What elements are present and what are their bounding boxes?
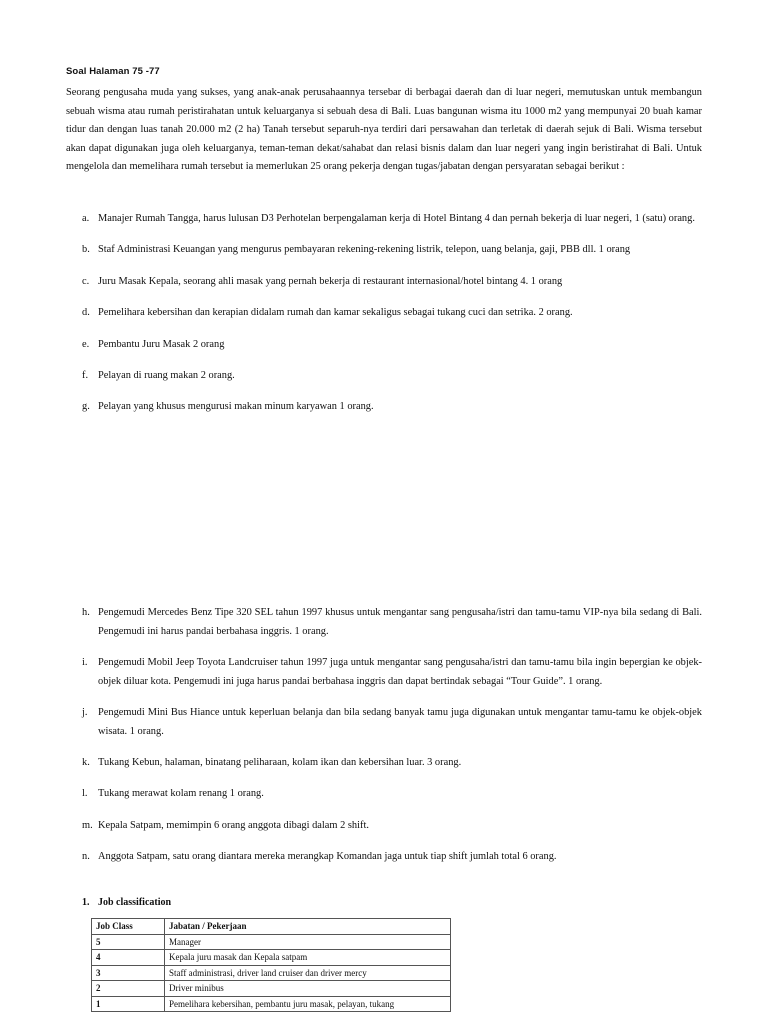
- list-item: [66, 604, 702, 641]
- list-item-marker: n.: [82, 851, 90, 863]
- list-item-marker: c.: [82, 275, 90, 287]
- list-item-text: Juru Masak Kepala, seorang ahli masak yang pernah bekerja di restaurant internasional/hotel bintang 4. 1 orang: [98, 275, 563, 287]
- jabatan-cell: Kepala juru masak dan Kepala satpam: [165, 950, 451, 966]
- list-item-marker: g.: [82, 401, 90, 413]
- list-item-marker: e.: [82, 338, 90, 350]
- list-item-marker: d.: [82, 307, 90, 319]
- list-item-text: Tukang merawat kolam renang 1 orang.: [98, 788, 264, 800]
- list-item: [66, 654, 702, 691]
- table-row: [92, 981, 451, 997]
- job-class-cell: 1: [92, 996, 165, 1012]
- section-title-text: Job classification: [98, 897, 172, 908]
- list-item-text: Pelayan di ruang makan 2 orang.: [98, 369, 235, 381]
- table-row: [92, 996, 451, 1012]
- header-job-class: Job Class: [92, 919, 165, 935]
- list-item-marker: k.: [82, 756, 90, 768]
- list-item-marker: f.: [82, 369, 89, 381]
- header-jabatan: Jabatan / Pekerjaan: [165, 919, 451, 935]
- list-item: [66, 704, 702, 741]
- job-class-cell: 4: [92, 950, 165, 966]
- list-item-text: Pengemudi Mini Bus Hiance untuk keperluan belanja dan bila sedang banyak tamu juga digunakan untuk mengantar tamu-tamu ke objek-objek wisata. 1 orang.: [98, 706, 702, 737]
- list-item: [66, 817, 702, 836]
- list-item: [66, 785, 702, 804]
- list-item-text: Pelayan yang khusus mengurusi makan minum karyawan 1 orang.: [98, 401, 374, 413]
- list-item: [66, 273, 702, 292]
- jabatan-cell: Pemelihara kebersihan, pembantu juru masak, pelayan, tukang: [165, 996, 451, 1012]
- list-item: [66, 367, 702, 386]
- job-class-table: [91, 918, 451, 1012]
- list-item-marker: b.: [82, 244, 90, 256]
- list-item: [66, 336, 702, 355]
- table-body: [92, 934, 451, 1012]
- list-item-text: Anggota Satpam, satu orang diantara mereka merangkap Komandan jaga untuk tiap shift jumlah total 6 orang.: [98, 851, 557, 863]
- job-class-cell: 5: [92, 934, 165, 950]
- jabatan-cell: Driver minibus: [165, 981, 451, 997]
- list-item-marker: h.: [82, 607, 90, 618]
- list-item-text: Tukang Kebun, halaman, binatang peliharaan, kolam ikan dan kebersihan luar. 3 orang.: [98, 756, 462, 768]
- list-item-marker: m.: [82, 819, 93, 831]
- list-item-marker: a.: [82, 213, 90, 224]
- requirements-list-first: [66, 210, 702, 430]
- list-item-marker: j.: [82, 706, 88, 718]
- requirements-list-second: [66, 604, 702, 880]
- list-item-text: Kepala Satpam, memimpin 6 orang anggota dibagi dalam 2 shift.: [98, 819, 369, 831]
- list-item: [66, 304, 702, 323]
- list-item: [66, 848, 702, 867]
- list-item-text: Pengemudi Mobil Jeep Toyota Landcruiser tahun 1997 juga untuk mengantar sang pengusaha/istri dan tamu-tamu bila ingin bepergian ke objek-objek diluar kota. Pengemudi ini juga harus pandai berbahasa inggris dan dapat bertindak sebagai “Tour Guide”. 1 orang.: [98, 656, 702, 687]
- list-item-marker: i.: [82, 656, 88, 668]
- job-class-cell: 2: [92, 981, 165, 997]
- section-title: [82, 897, 171, 908]
- list-item: [66, 754, 702, 773]
- list-item-marker: l.: [82, 788, 88, 800]
- jabatan-cell: Staff administrasi, driver land cruiser dan driver mercy: [165, 965, 451, 981]
- list-item-text: Manajer Rumah Tangga, harus lulusan D3 Perhotelan berpengalaman kerja di Hotel Bintang 4 dan pernah bekerja di luar negeri, 1 (satu) orang.: [98, 213, 695, 224]
- list-item: [66, 241, 702, 260]
- list-item: [66, 210, 702, 229]
- section-number: 1.: [82, 897, 90, 908]
- table-row: [92, 950, 451, 966]
- table-row: [92, 934, 451, 950]
- jabatan-cell: Manager: [165, 934, 451, 950]
- job-class-cell: 3: [92, 965, 165, 981]
- list-item: [66, 398, 702, 417]
- page-heading: Soal Halaman 75 -77: [66, 66, 160, 77]
- list-item-text: Pemelihara kebersihan dan kerapian didalam rumah dan kamar sekaligus sebagai tukang cuci dan setrika. 2 orang.: [98, 307, 573, 319]
- list-item-text: Pembantu Juru Masak 2 orang: [98, 338, 225, 350]
- list-item-text: Staf Administrasi Keuangan yang mengurus pembayaran rekening-rekening listrik, telepon, uang belanja, gaji, PBB dll. 1 orang: [98, 244, 631, 256]
- list-item-text: Pengemudi Mercedes Benz Tipe 320 SEL tahun 1997 khusus untuk mengantar sang pengusaha/istri dan tamu-tamu VIP-nya bila sedang di Bali. Pengemudi ini harus pandai berbahasa inggris. 1 orang.: [98, 607, 702, 637]
- intro-paragraph: Seorang pengusaha muda yang sukses, yang anak-anak perusahaannya tersebar di berbagai daerah dan di luar negeri, memutuskan untuk membangun sebuah wisma atau rumah peristirahatan untuk keluarganya si sebuah desa di Bali. Luas bangunan wisma itu 1000 m2 yang mempunyai 20 buah kamar tidur dan dengan luas tanah 20.000 m2 (2 ha) Tanah tersebut separuh-nya terdiri dari persawahan dan terletak di daerah sejuk di Bali. Wisma tersebut akan dapat digunakan juga oleh keluarganya, teman-teman dekat/sahabat dan relasi bisnis dalam dan luar negeri yang ingin beristirahat di Bali. Untuk mengelola dan memelihara rumah tersebut ia memerlukan 25 orang pekerja dengan tugas/jabatan dengan persyaratan sebagai berikut :: [66, 87, 702, 173]
- table-header-row: [92, 919, 451, 935]
- table-row: [92, 965, 451, 981]
